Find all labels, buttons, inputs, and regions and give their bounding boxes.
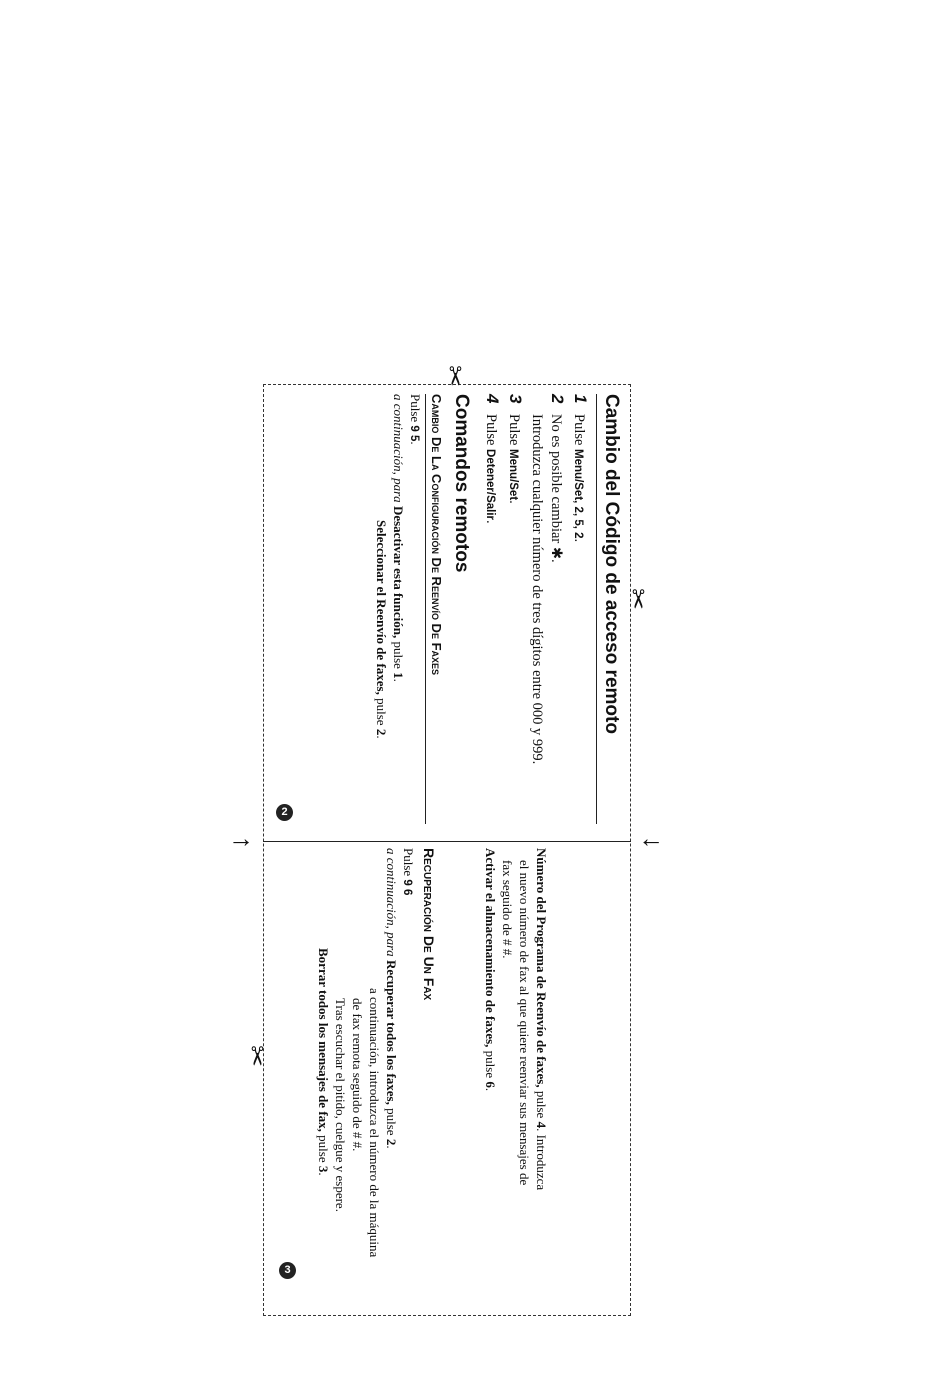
- option-line: Seleccionar el Reenvío de faxes, pulse 2.: [374, 520, 389, 739]
- remote-access-panel: [272, 394, 622, 824]
- section-title: Recuperación De Un Fax: [421, 848, 437, 1001]
- option-line: Borrar todos los mensajes de fax, pulse 3.: [316, 948, 331, 1176]
- press-line: Pulse 9 5.: [408, 394, 423, 445]
- step-2: 2 No es posible cambiar ✱.: [548, 394, 567, 563]
- fax-storage-line: Activar el almacenamiento de faxes, pulse 6.: [483, 848, 498, 1092]
- fold-arrow-right-icon: ←: [638, 824, 664, 853]
- step-number: 3: [506, 394, 525, 404]
- key-sequence: Menu/Set, 2, 5, 2: [572, 449, 584, 539]
- step-number: 4: [483, 394, 502, 404]
- step-1: 1 Pulse Menu/Set, 2, 5, 2.: [571, 394, 590, 543]
- forwarding-number-line: Número del Programa de Reenvío de faxes, pulse 4. Introduzca: [534, 848, 549, 1191]
- fold-arrow-left-icon: →: [228, 824, 254, 853]
- subsection-title: Cambio De La Configuración De Reenvío De Faxes: [425, 394, 444, 824]
- fold-line: [263, 841, 631, 842]
- key-sequence: Detener/Salir: [484, 449, 496, 520]
- scissors-icon: ✂: [622, 588, 652, 610]
- page-number-badge: 2: [276, 804, 293, 821]
- option-line: a continuación, para Recuperar todos los faxes, pulse 2.: [384, 848, 399, 1149]
- option-line: a continuación, para Desactivar esta función, pulse 1.: [391, 394, 406, 682]
- page-title: Cambio del Código de acceso remoto: [596, 394, 622, 824]
- fax-retrieval-panel: Número del Programa de Reenvío de faxes, pulse 4. Introduzca el nuevo número de fax al que quiere reenviar sus mensajes de fax seguido de # #. Activar el almacenamiento de faxes, pulse 6. Recuperación De Un Fax Pulse 9 6 a continuación, para Recuperar todos los faxes, pulse 2. a continuación, introduzca el número de la máquina de fax remota seguido de # #. Tras escuchar el pitido, cuelgue y espere. Borrar todos los mensajes de fax, pulse 3.: [272, 848, 622, 1308]
- section-title: Comandos remotos: [451, 394, 472, 573]
- step-3: 3 Pulse Menu/Set.: [506, 394, 525, 504]
- press-line: Pulse 9 6: [401, 848, 416, 896]
- step-number: 1: [571, 394, 590, 404]
- scissors-icon: ✂: [439, 365, 469, 387]
- key-sequence: Menu/Set: [507, 449, 519, 501]
- step-number: 2: [548, 394, 567, 404]
- step-4: 4 Pulse Detener/Salir.: [483, 394, 502, 524]
- page-number-badge: 3: [279, 1262, 296, 1279]
- scissors-icon: ✂: [241, 1045, 271, 1067]
- step-2-detail: Introduzca cualquier número de tres dígitos entre 000 y 999.: [529, 414, 545, 765]
